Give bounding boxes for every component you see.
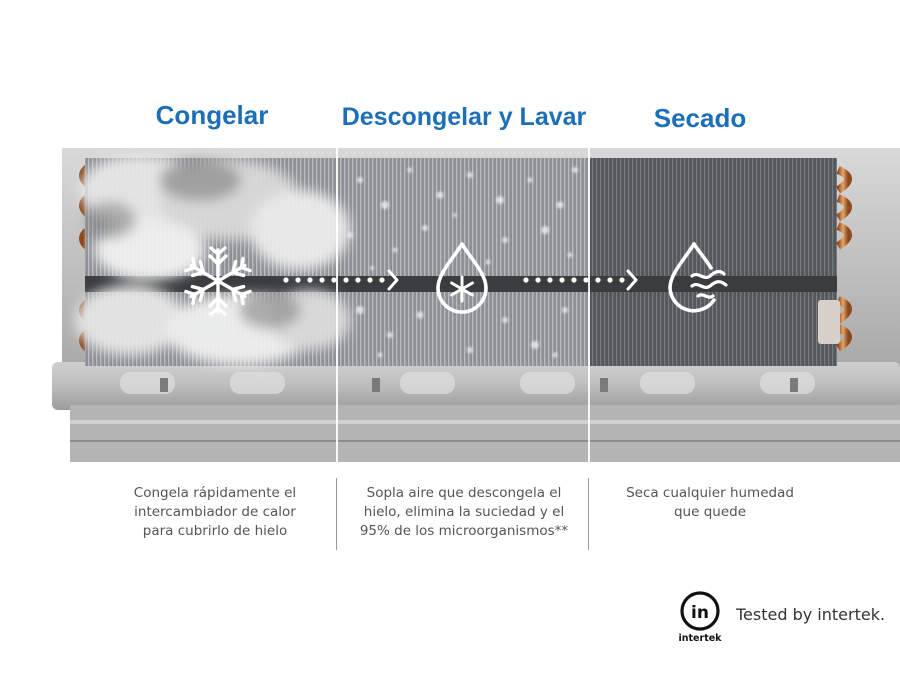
certification-label: Tested by intertek. bbox=[736, 605, 886, 624]
snowflake-icon bbox=[183, 246, 253, 316]
stage-description-dry: Seca cualquier humedad que quede bbox=[626, 485, 794, 520]
stage-title-dry: Secado bbox=[653, 103, 747, 133]
intertek-logo bbox=[678, 590, 726, 646]
svg-text:intertek: intertek bbox=[678, 633, 722, 644]
drop-wind-icon bbox=[664, 240, 734, 316]
stage-title-freeze: Congelar bbox=[155, 100, 269, 130]
stage-description-defrost-wash: Sopla aire que descongela el hielo, elimina la suciedad y el 95% de los microorganismos** bbox=[359, 485, 569, 539]
stage-description-freeze: Congela rápidamente el intercambiador de calor para cubrirlo de hielo bbox=[133, 485, 297, 539]
water-drop-snowflake-icon bbox=[432, 240, 492, 316]
stage-title-defrost-wash: Descongelar y Lavar bbox=[341, 103, 587, 131]
svg-text:in: in bbox=[691, 603, 709, 623]
